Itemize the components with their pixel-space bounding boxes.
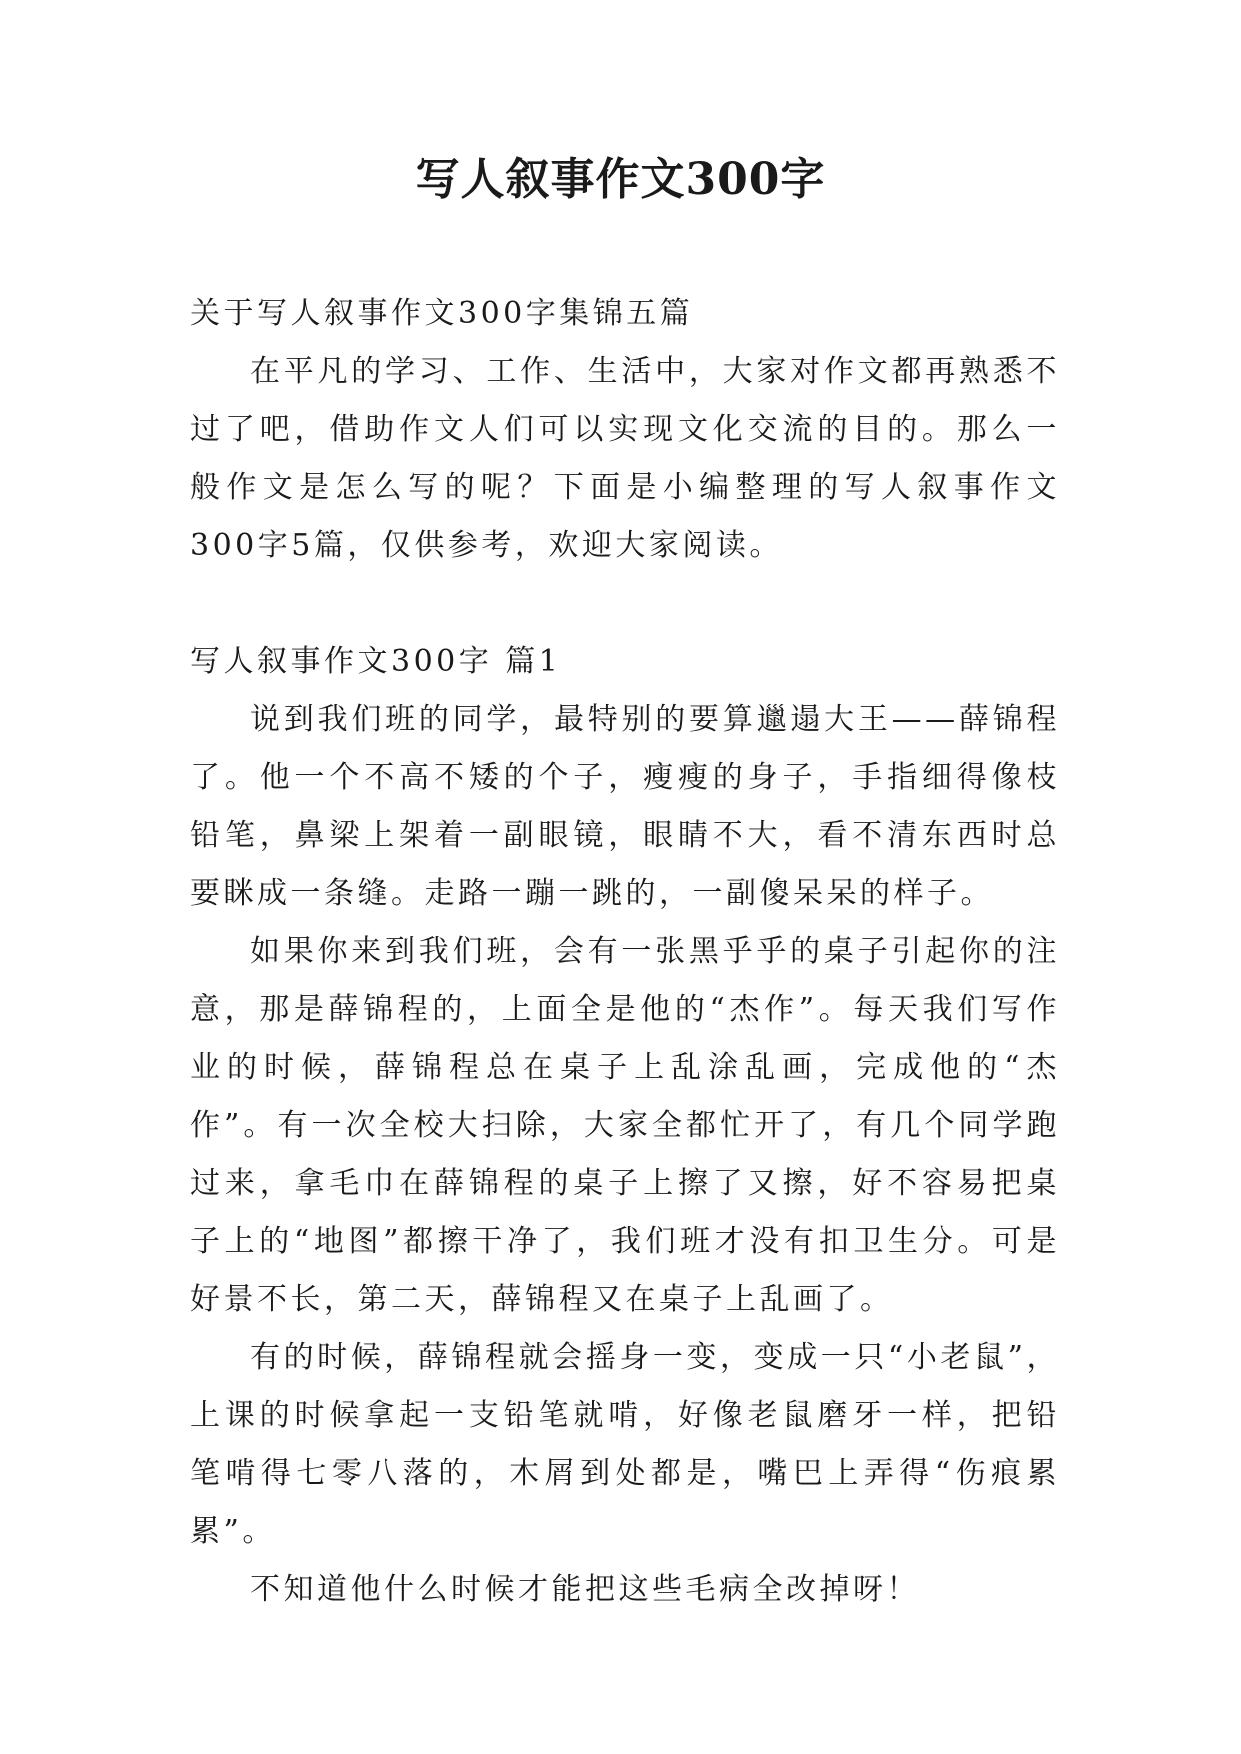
body-paragraph: 如果你来到我们班，会有一张黑乎乎的桌子引起你的注意，那是薛锦程的，上面全是他的“杰作”。每天我们写作业的时候，薛锦程总在桌子上乱涂乱画，完成他的“杰作”。有一次全校大扫除，大家全都忙开了，有几个同学跑过来，拿毛巾在薛锦程的桌子上擦了又擦，好不容易把桌子上的“地图”都擦干净了，我们班才没有扣卫生分。可是好景不长，第二天，薛锦程又在桌子上乱画了。: [190, 934, 1060, 1317]
section-heading: 写人叙事作文300字 篇1: [190, 644, 562, 679]
document-body: [190, 285, 1060, 1619]
body-paragraph: 有的时候，薛锦程就会摇身一变，变成一只“小老鼠”，上课的时候拿起一支铅笔就啃，好像老鼠磨牙一样，把铅笔啃得七零八落的，木屑到处都是，嘴巴上弄得“伤痕累累”。: [190, 1340, 1060, 1549]
intro-paragraph: 在平凡的学习、工作、生活中，大家对作文都再熟悉不过了吧，借助作文人们可以实现文化交流的目的。那么一般作文是怎么写的呢？下面是小编整理的写人叙事作文300字5篇，仅供参考，欢迎大家阅读。: [190, 354, 1060, 563]
document-title: 写人叙事作文300字: [415, 154, 826, 205]
section-spacer: [190, 575, 1060, 633]
body-paragraph: 说到我们班的同学，最特别的要算邋遢大王——薛锦程了。他一个不高不矮的个子，瘦瘦的身子，手指细得像枝铅笔，鼻梁上架着一副眼镜，眼睛不大，看不清东西时总要眯成一条缝。走路一蹦一跳的，一副傻呆呆的样子。: [190, 702, 1060, 911]
body-paragraph: 不知道他什么时候才能把这些毛病全改掉呀！: [250, 1572, 920, 1607]
document-subtitle: 关于写人叙事作文300字集锦五篇: [190, 296, 694, 331]
